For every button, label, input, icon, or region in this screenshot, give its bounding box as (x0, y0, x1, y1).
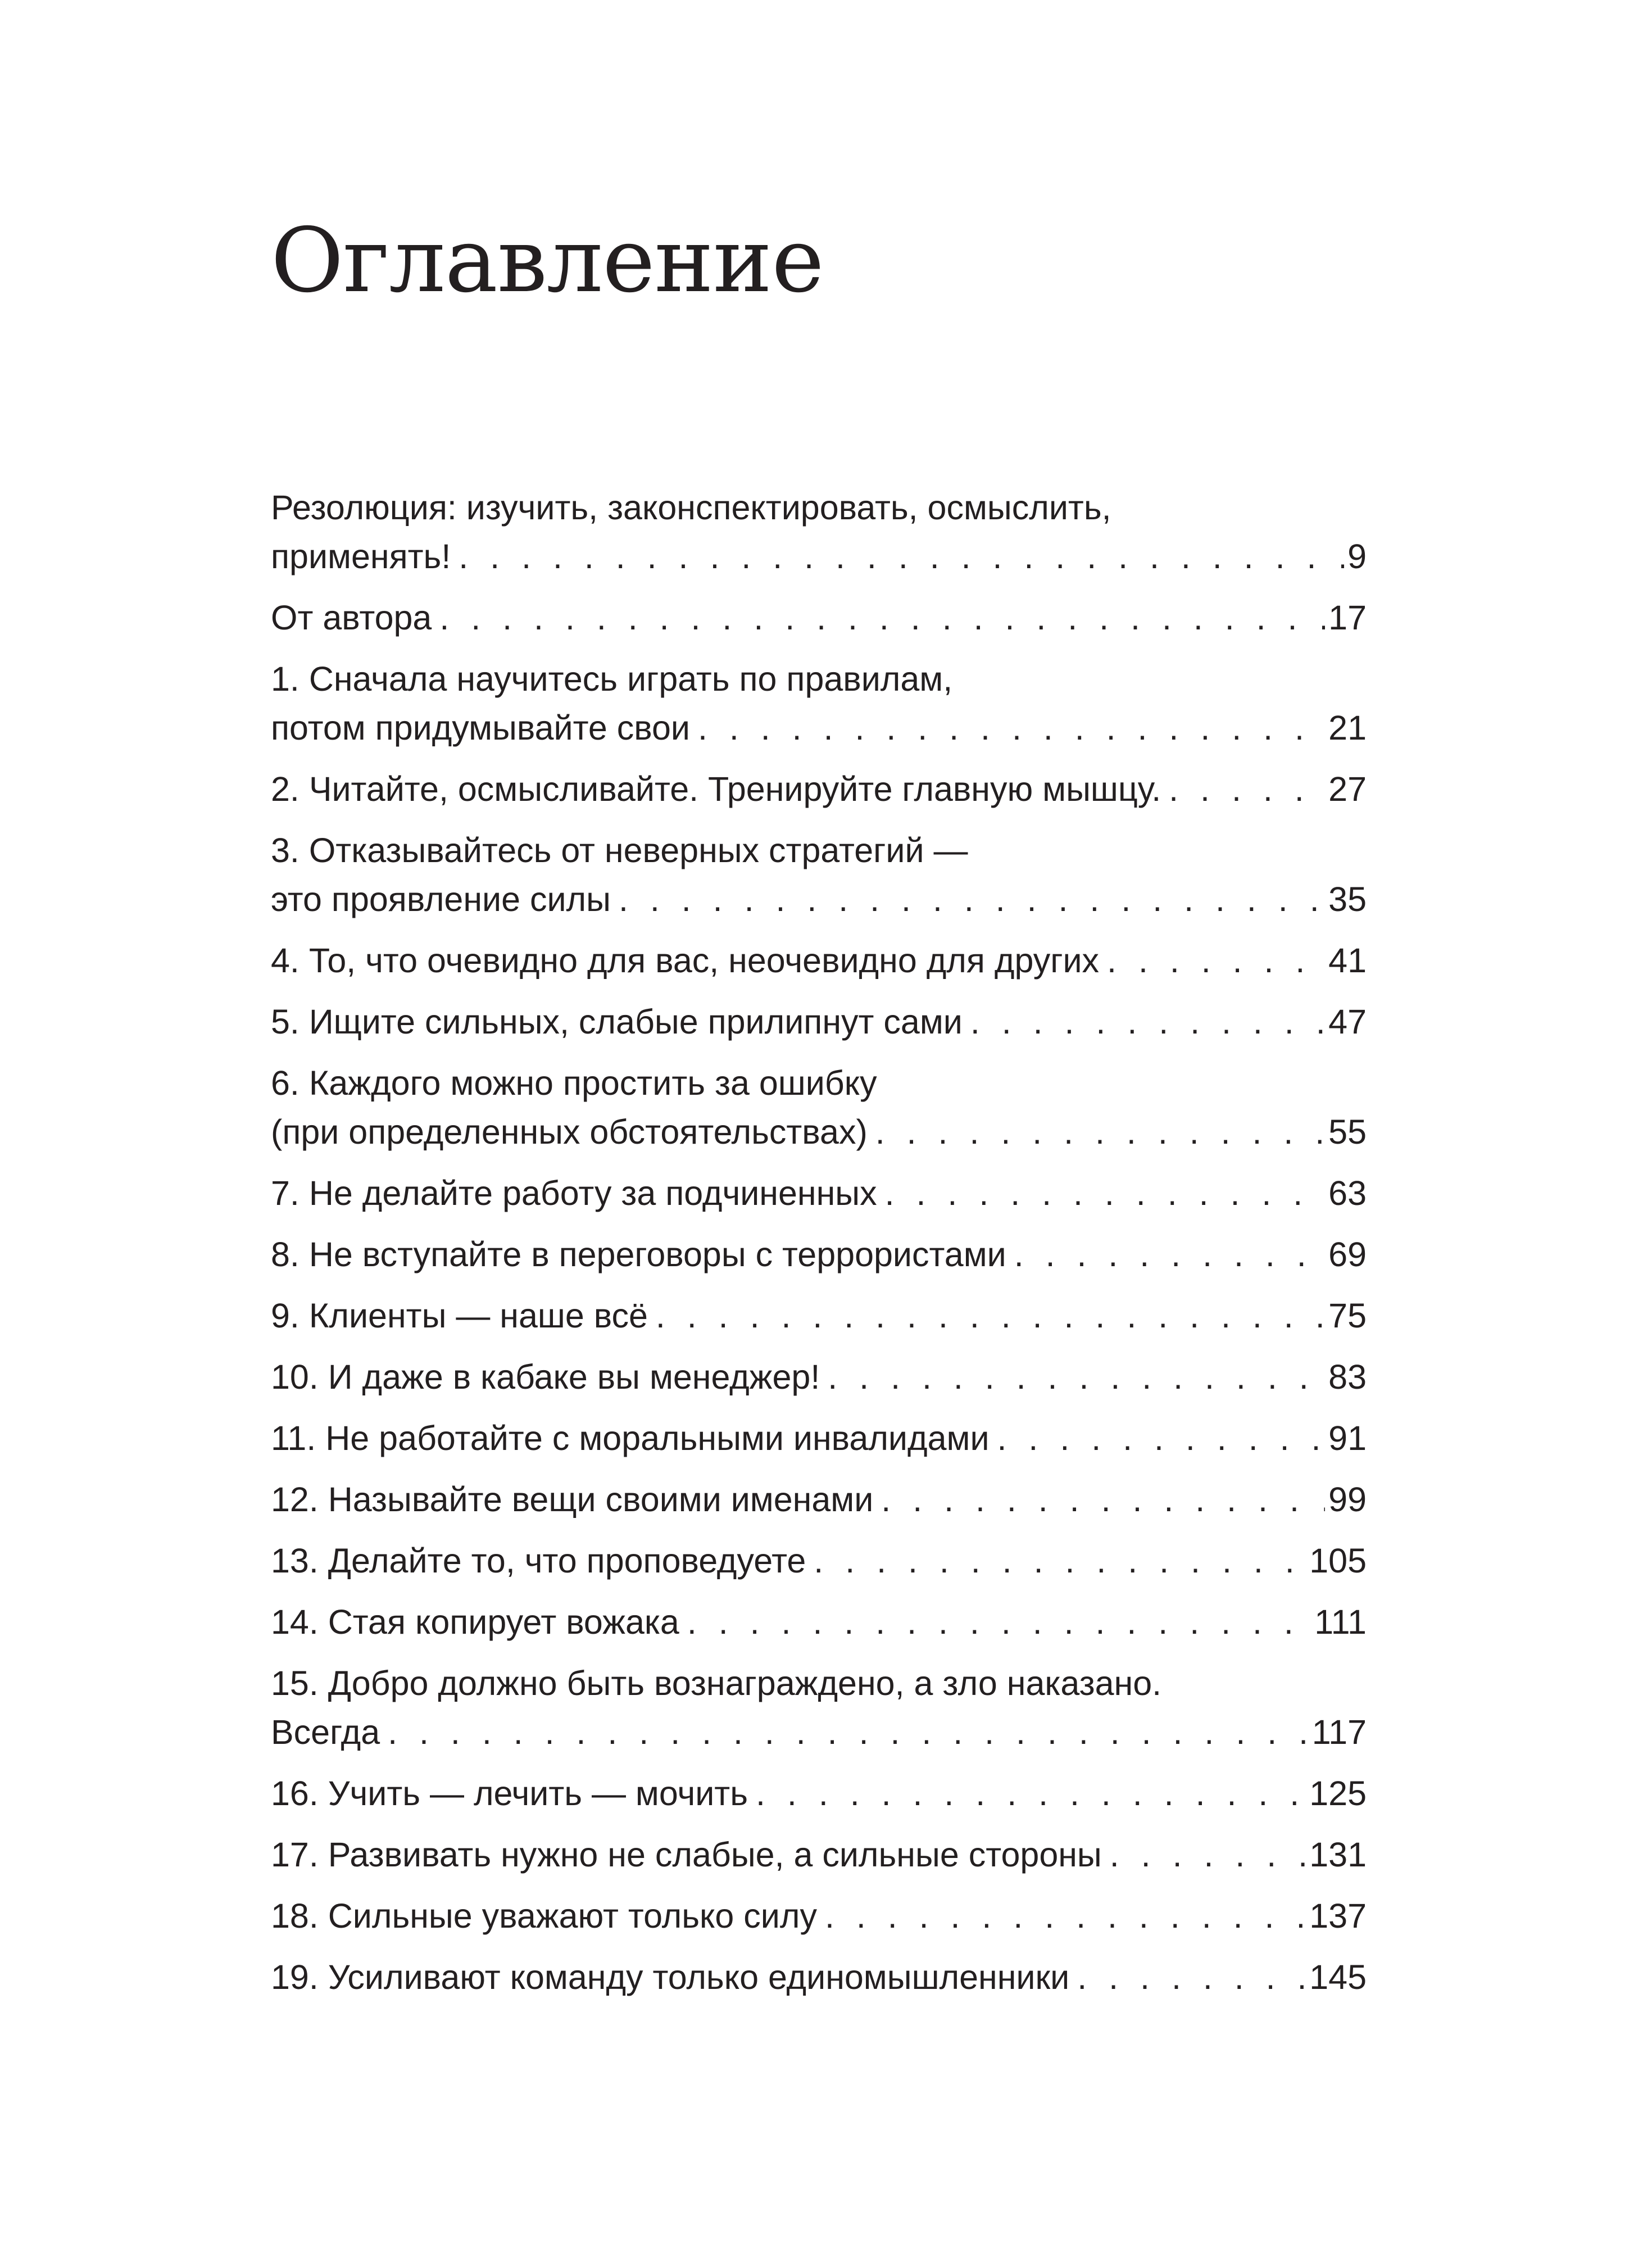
toc-entry-title: (при определенных обстоятельствах) (271, 1113, 868, 1151)
toc-entry-last-line (271, 1291, 1367, 1340)
toc-entry-last-line (271, 936, 1367, 985)
toc-page-number: 27 (1328, 770, 1367, 808)
toc-page-number: 63 (1328, 1174, 1367, 1212)
toc-entry[interactable] (271, 826, 1367, 924)
toc-page-number: 105 (1309, 1542, 1367, 1580)
toc-page-number: 111 (1314, 1603, 1367, 1641)
toc-entry[interactable] (271, 1414, 1367, 1463)
dot-leader (459, 532, 1344, 581)
toc-entry[interactable] (271, 655, 1367, 753)
toc-entry[interactable] (271, 998, 1367, 1046)
dot-leader (828, 1353, 1325, 1402)
toc-entry-title: Резолюция: изучить, законспектировать, осмыслить, (271, 488, 1111, 527)
toc-page-number: 35 (1328, 880, 1367, 918)
toc-entry-title: это проявление силы (271, 880, 611, 918)
dot-leader (825, 1892, 1306, 1941)
toc-entry-line (271, 826, 1367, 875)
toc-page-number: 145 (1309, 1958, 1367, 1996)
toc-entry[interactable] (271, 1892, 1367, 1941)
toc-entry-title: 5. Ищите сильных, слабые прилипнут сами (271, 1003, 963, 1041)
toc-entry-last-line (271, 532, 1367, 581)
toc-entry-last-line (271, 704, 1367, 753)
dot-leader (997, 1414, 1326, 1463)
toc-entry-last-line (271, 1769, 1367, 1818)
toc-entry-title: 1. Сначала научитесь играть по правилам, (271, 660, 953, 698)
toc-entry[interactable] (271, 765, 1367, 814)
toc-entry[interactable] (271, 1059, 1367, 1157)
toc-page-number: 99 (1328, 1480, 1367, 1519)
toc-entry[interactable] (271, 1353, 1367, 1402)
toc-page-number: 137 (1309, 1897, 1367, 1935)
dot-leader (698, 704, 1325, 753)
toc-entry-title: 8. Не вступайте в переговоры с террористами (271, 1235, 1006, 1273)
dot-leader (656, 1291, 1325, 1340)
dot-leader (875, 1108, 1325, 1157)
toc-entry-last-line (271, 1830, 1367, 1879)
toc-entry-last-line (271, 1953, 1367, 2002)
toc-entry[interactable] (271, 1230, 1367, 1279)
toc-entry-title: 6. Каждого можно простить за ошибку (271, 1064, 877, 1102)
toc-entry[interactable] (271, 1475, 1367, 1524)
dot-leader (388, 1708, 1309, 1757)
toc-page-number: 41 (1328, 941, 1367, 980)
toc-page-number: 75 (1328, 1297, 1367, 1335)
toc-entry-last-line (271, 765, 1367, 814)
toc-page-number: 83 (1328, 1358, 1367, 1396)
toc-entry-last-line (271, 1892, 1367, 1941)
toc-entry-last-line (271, 998, 1367, 1046)
toc-entry-last-line (271, 1598, 1367, 1647)
toc-entry-title: 4. То, что очевидно для вас, неочевидно для других (271, 941, 1100, 980)
toc-entry-title: потом придумывайте свои (271, 709, 690, 747)
toc-entry-last-line (271, 1108, 1367, 1157)
toc-page-number: 47 (1328, 1003, 1367, 1041)
dot-leader (814, 1537, 1306, 1585)
dot-leader (970, 998, 1325, 1046)
dot-leader (1077, 1953, 1306, 2002)
toc-entry-title: 18. Сильные уважают только силу (271, 1897, 817, 1935)
toc-entry[interactable] (271, 936, 1367, 985)
toc-page-number: 91 (1328, 1419, 1367, 1457)
page-title: Оглавление (271, 209, 824, 312)
toc-entry-last-line (271, 1414, 1367, 1463)
toc-entry-title: 17. Развивать нужно не слабые, а сильные стороны (271, 1835, 1102, 1874)
toc-entry-last-line (271, 1475, 1367, 1524)
toc-entry-line (271, 483, 1367, 532)
dot-leader (1169, 765, 1325, 814)
toc-entry[interactable] (271, 1830, 1367, 1879)
toc-entry-title: применять! (271, 537, 451, 575)
toc-entry-line (271, 1659, 1367, 1708)
toc-page-number: 21 (1328, 709, 1367, 747)
table-of-contents (271, 483, 1367, 2014)
toc-entry-line (271, 655, 1367, 704)
toc-entry[interactable] (271, 483, 1367, 581)
toc-entry[interactable] (271, 593, 1367, 642)
dot-leader (885, 1169, 1326, 1218)
toc-entry-title: 2. Читайте, осмысливайте. Тренируйте главную мышцу. (271, 770, 1161, 808)
dot-leader (1014, 1230, 1325, 1279)
dot-leader (881, 1475, 1325, 1524)
toc-page-number: 9 (1347, 537, 1367, 575)
toc-entry[interactable] (271, 1537, 1367, 1585)
toc-entry-last-line (271, 1353, 1367, 1402)
toc-entry-last-line (271, 1230, 1367, 1279)
toc-entry[interactable] (271, 1291, 1367, 1340)
dot-leader (687, 1598, 1311, 1647)
toc-entry-last-line (271, 1708, 1367, 1757)
toc-page-number: 55 (1328, 1113, 1367, 1151)
toc-entry[interactable] (271, 1953, 1367, 2002)
toc-entry-title: 10. И даже в кабаке вы менеджер! (271, 1358, 820, 1396)
dot-leader (1107, 936, 1325, 985)
toc-page-number: 131 (1309, 1835, 1367, 1874)
toc-entry[interactable] (271, 1598, 1367, 1647)
dot-leader (439, 593, 1325, 642)
toc-entry-title: 9. Клиенты — наше всё (271, 1297, 648, 1335)
toc-entry-last-line (271, 1537, 1367, 1585)
toc-entry-last-line (271, 593, 1367, 642)
toc-entry-title: 19. Усиливают команду только единомышленники (271, 1958, 1070, 1996)
toc-entry[interactable] (271, 1169, 1367, 1218)
toc-entry-title: 13. Делайте то, что проповедуете (271, 1542, 806, 1580)
toc-entry-line (271, 1059, 1367, 1108)
toc-entry[interactable] (271, 1769, 1367, 1818)
toc-entry-last-line (271, 875, 1367, 924)
toc-entry-title: 11. Не работайте с моральными инвалидами (271, 1419, 990, 1457)
toc-entry-title: 7. Не делайте работу за подчиненных (271, 1174, 877, 1212)
toc-entry-title: Всегда (271, 1713, 380, 1751)
toc-entry-title: 16. Учить — лечить — мочить (271, 1774, 748, 1812)
dot-leader (619, 875, 1325, 924)
toc-entry-title: 15. Добро должно быть вознаграждено, а зло наказано. (271, 1664, 1162, 1702)
toc-entry-title: 14. Стая копирует вожака (271, 1603, 679, 1641)
toc-entry[interactable] (271, 1659, 1367, 1757)
toc-page-number: 117 (1311, 1713, 1367, 1751)
toc-entry-last-line (271, 1169, 1367, 1218)
toc-entry-title: 3. Отказывайтесь от неверных стратегий — (271, 831, 968, 869)
toc-page-number: 125 (1309, 1774, 1367, 1812)
toc-entry-title: 12. Называйте вещи своими именами (271, 1480, 874, 1519)
toc-entry-title: От автора (271, 599, 432, 637)
dot-leader (756, 1769, 1306, 1818)
dot-leader (1110, 1830, 1306, 1879)
toc-page-number: 69 (1328, 1235, 1367, 1273)
toc-page-number: 17 (1328, 599, 1367, 637)
